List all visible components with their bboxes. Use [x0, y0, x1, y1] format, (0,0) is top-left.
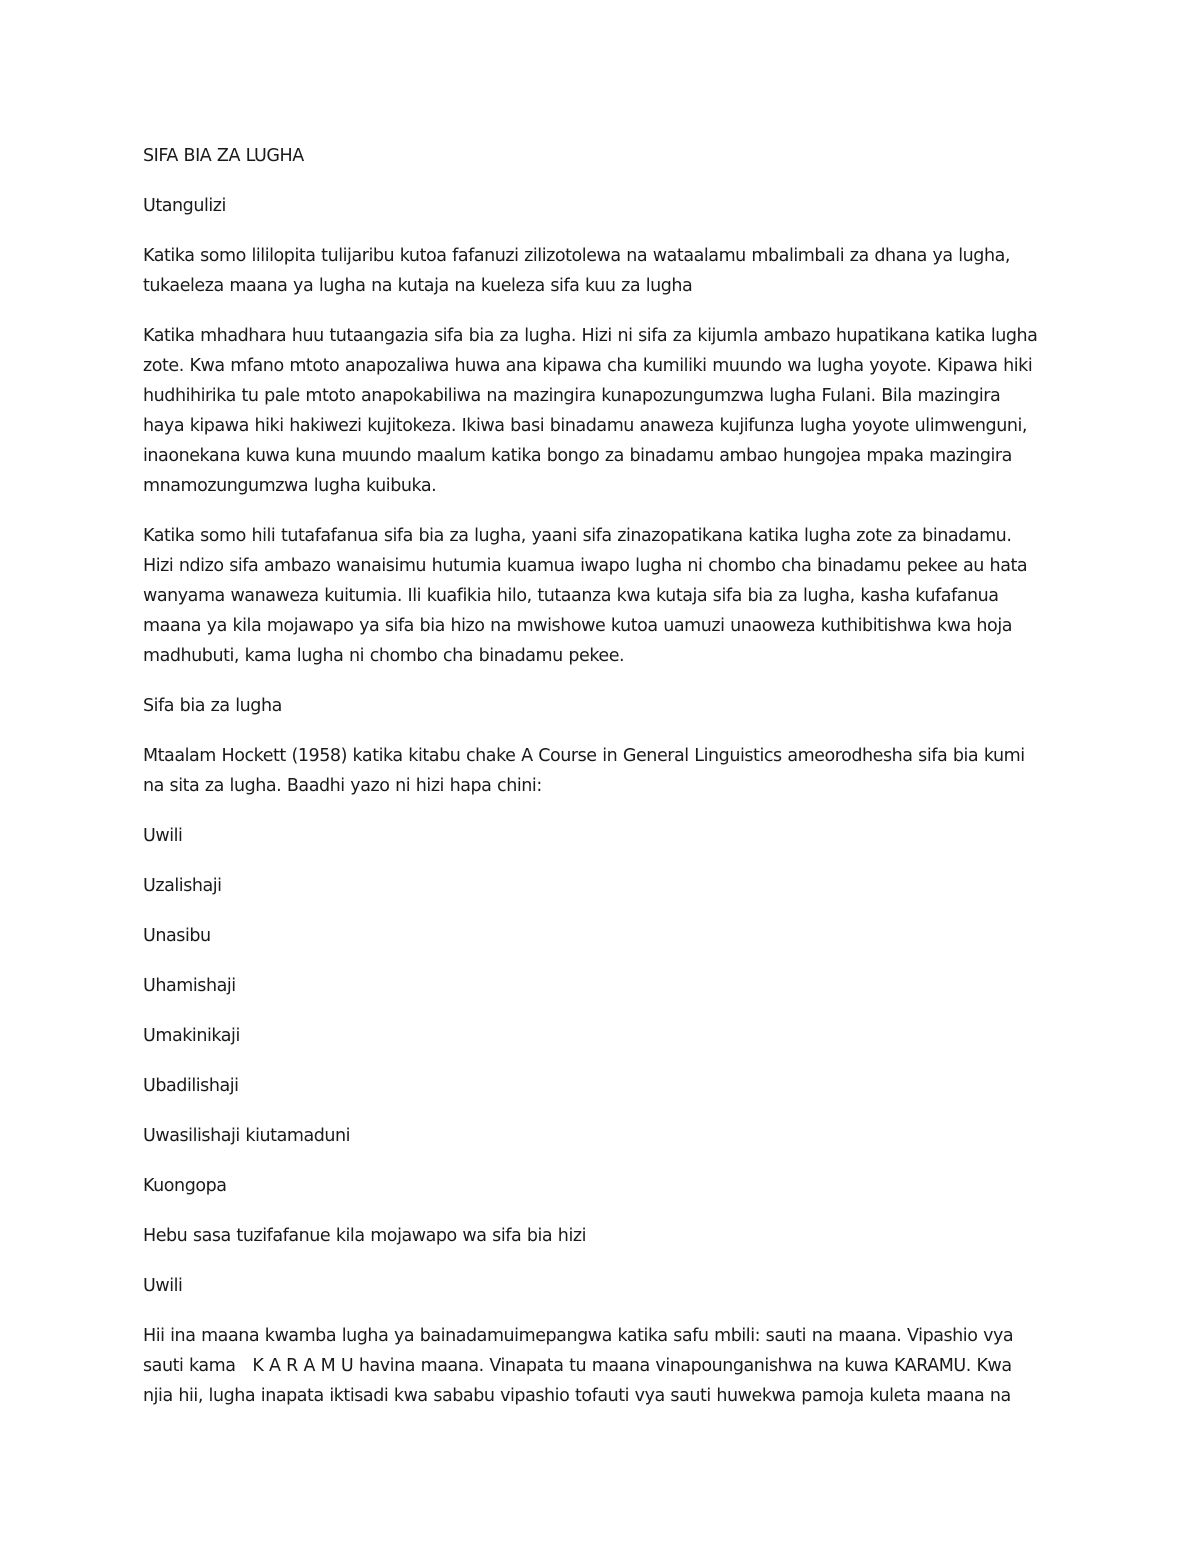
paragraph-line: hudhihirika tu pale mtoto anapokabiliwa na mazingira kunapozungumzwa lugha Fulani. Bila mazingira	[143, 386, 1001, 406]
paragraph-line: inaonekana kuwa kuna muundo maalum katika bongo za binadamu ambao hungojea mpaka mazingira	[143, 446, 1012, 466]
list-item: Uhamishaji	[143, 976, 236, 996]
paragraph-line: zote. Kwa mfano mtoto anapozaliwa huwa ana kipawa cha kumiliki muundo wa lugha yoyote. Kipawa hiki	[143, 356, 1033, 376]
paragraph-line: madhubuti, kama lugha ni chombo cha binadamu pekee.	[143, 646, 625, 666]
subheading-uwili: Uwili	[143, 1276, 183, 1296]
paragraph-4	[143, 741, 1063, 801]
document-title: SIFA BIA ZA LUGHA	[143, 146, 304, 166]
list-item: Uwili	[143, 826, 183, 846]
document-page	[143, 141, 1063, 1431]
paragraph-line: sauti kama K A R A M U havina maana. Vinapata tu maana vinapounganishwa na kuwa KARAMU. Kwa	[143, 1356, 1012, 1376]
paragraph-6	[143, 1321, 1063, 1411]
paragraph-line: maana ya kila mojawapo ya sifa bia hizo na mwishowe kutoa uamuzi unaoweza kuthibitishwa kwa hoja	[143, 616, 1013, 636]
list-item: Uzalishaji	[143, 876, 222, 896]
paragraph-line: Katika somo hili tutafafanua sifa bia za lugha, yaani sifa zinazopatikana katika lugha zote za binadamu.	[143, 526, 1012, 546]
paragraph-5: Hebu sasa tuzifafanue kila mojawapo wa sifa bia hizi	[143, 1226, 587, 1246]
list-item: Kuongopa	[143, 1176, 227, 1196]
list-item: Unasibu	[143, 926, 211, 946]
paragraph-line: mnamozungumzwa lugha kuibuka.	[143, 476, 437, 496]
list-item: Uwasilishaji kiutamaduni	[143, 1126, 351, 1146]
paragraph-line: Hii ina maana kwamba lugha ya bainadamuimepangwa katika safu mbili: sauti na maana. Vipashio vya	[143, 1326, 1014, 1346]
paragraph-1	[143, 241, 1063, 301]
paragraph-2	[143, 321, 1063, 501]
paragraph-3	[143, 521, 1063, 671]
paragraph-line: tukaeleza maana ya lugha na kutaja na kueleza sifa kuu za lugha	[143, 276, 693, 296]
intro-heading: Utangulizi	[143, 196, 226, 216]
paragraph-line: Katika somo lililopita tulijaribu kutoa fafanuzi zilizotolewa na wataalamu mbalimbali za dhana ya lugha,	[143, 246, 1010, 266]
paragraph-line: wanyama wanaweza kuitumia. Ili kuafikia hilo, tutaanza kwa kutaja sifa bia za lugha, kasha kufafanua	[143, 586, 999, 606]
paragraph-line: njia hii, lugha inapata iktisadi kwa sababu vipashio tofauti vya sauti huwekwa pamoja kuleta maana na	[143, 1386, 1011, 1406]
paragraph-line: Katika mhadhara huu tutaangazia sifa bia za lugha. Hizi ni sifa za kijumla ambazo hupatikana katika lugha	[143, 326, 1038, 346]
paragraph-line: na sita za lugha. Baadhi yazo ni hizi hapa chini:	[143, 776, 542, 796]
section-heading: Sifa bia za lugha	[143, 696, 282, 716]
list-item: Umakinikaji	[143, 1026, 240, 1046]
paragraph-line: haya kipawa hiki hakiwezi kujitokeza. Ikiwa basi binadamu anaweza kujifunza lugha yoyote ulimwenguni,	[143, 416, 1028, 436]
list-item: Ubadilishaji	[143, 1076, 239, 1096]
paragraph-line: Hizi ndizo sifa ambazo wanaisimu hutumia kuamua iwapo lugha ni chombo cha binadamu pekee au hata	[143, 556, 1028, 576]
paragraph-line: Mtaalam Hockett (1958) katika kitabu chake A Course in General Linguistics ameorodhesha sifa bia kumi	[143, 746, 1025, 766]
